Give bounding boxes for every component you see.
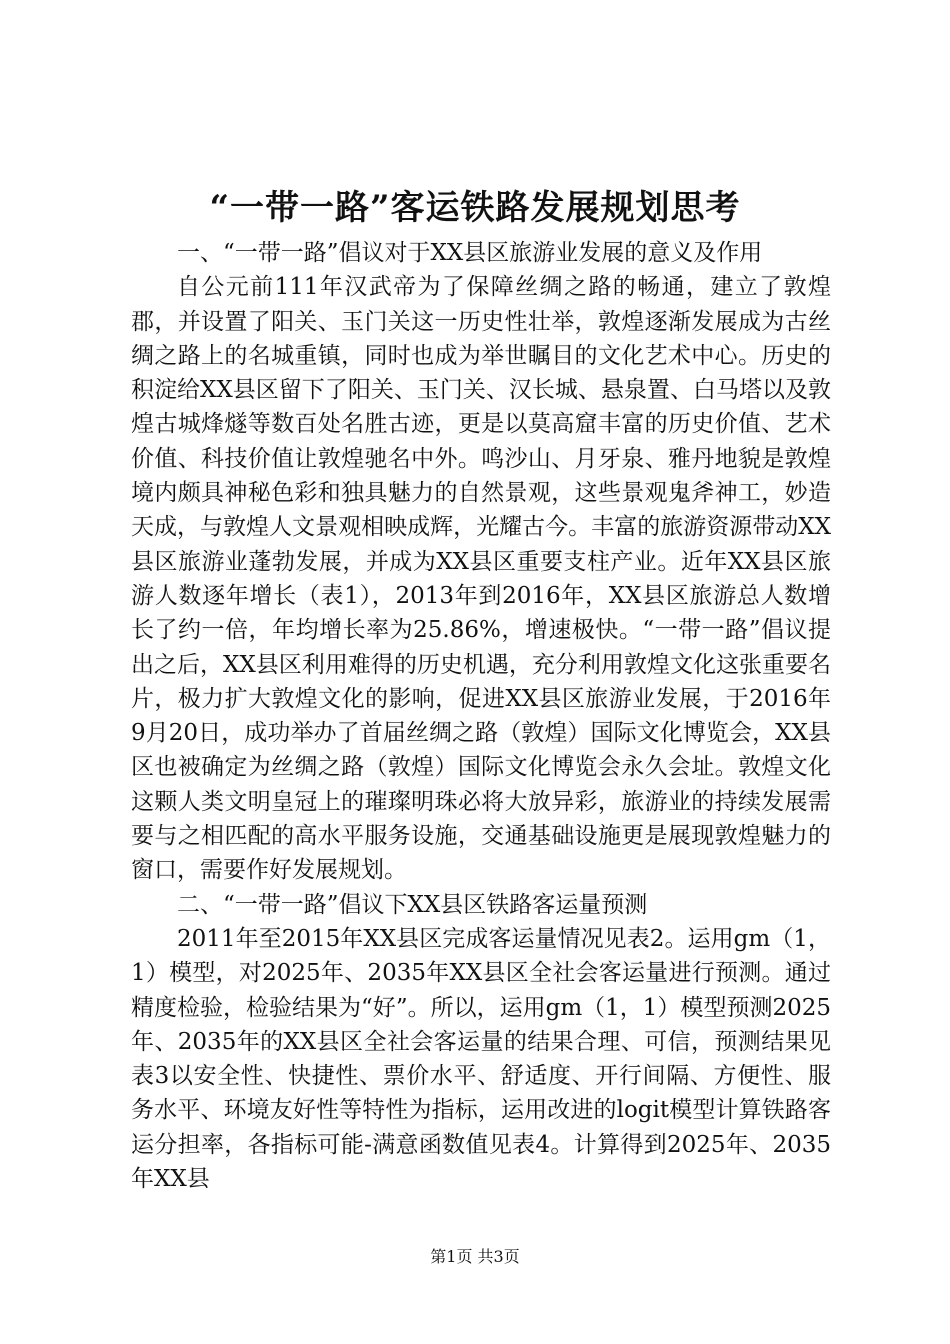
section-heading-2: 二、“一带一路”倡议下XX县区铁路客运量预测: [177, 891, 648, 918]
document-title: “一带一路”客运铁路发展规划思考: [209, 188, 741, 228]
body-paragraph-1: 自公元前111年汉武帝为了保障丝绸之路的畅通，建立了敦煌郡，并设置了阳关、玉门关这一历史性壮举，敦煌逐渐发展成为古丝绸之路上的名城重镇，同时也成为举世瞩目的文化艺术中心。历史的积淀给XX县区留下了阳关、玉门关、汉长城、悬泉置、白马塔以及敦煌古城烽燧等数百处名胜古迹，更是以莫高窟丰富的历史价值、艺术价值、科技价值让敦煌驰名中外。鸣沙山、月牙泉、雅丹地貌是敦煌境内颇具神秘色彩和独具魅力的自然景观，这些景观鬼斧神工，妙造天成，与敦煌人文景观相映成辉，光耀古今。丰富的旅游资源带动XX县区旅游业蓬勃发展，并成为XX县区重要支柱产业。近年XX县区旅游人数逐年增长（表1），2013年到2016年，XX县区旅游总人数增长了约一倍，年均增长率为25.86%，增速极快。“一带一路”倡议提出之后，XX县区利用难得的历史机遇，充分利用敦煌文化这张重要名片，极力扩大敦煌文化的影响，促进XX县区旅游业发展，于2016年9月20日，成功举办了首届丝绸之路（敦煌）国际文化博览会，XX县区也被确定为丝绸之路（敦煌）国际文化博览会永久会址。敦煌文化这颗人类文明皇冠上的璀璨明珠必将大放异彩，旅游业的持续发展需要与之相匹配的高水平服务设施，交通基础设施更是展现敦煌魅力的窗口，需要作好发展规划。: [131, 274, 831, 884]
section-heading-1: 一、“一带一路”倡议对于XX县区旅游业发展的意义及作用: [177, 240, 763, 266]
document-body: [131, 236, 831, 1196]
page-number: 第1页 共3页: [430, 1247, 520, 1266]
body-paragraph-2: 2011年至2015年XX县区完成客运量情况见表2。运用gm（1，1）模型，对2025年、2035年XX县区全社会客运量进行预测。通过精度检验，检验结果为“好”。所以，运用gm（1，1）模型预测2025年、2035年的XX县区全社会客运量的结果合理、可信，预测结果见表3以安全性、快捷性、票价水平、舒适度、开行间隔、方便性、服务水平、环境友好性等特性为指标，运用改进的logit模型计算铁路客运分担率，各指标可能-满意函数值见表4。计算得到2025年、2035年XX县: [131, 925, 831, 1193]
